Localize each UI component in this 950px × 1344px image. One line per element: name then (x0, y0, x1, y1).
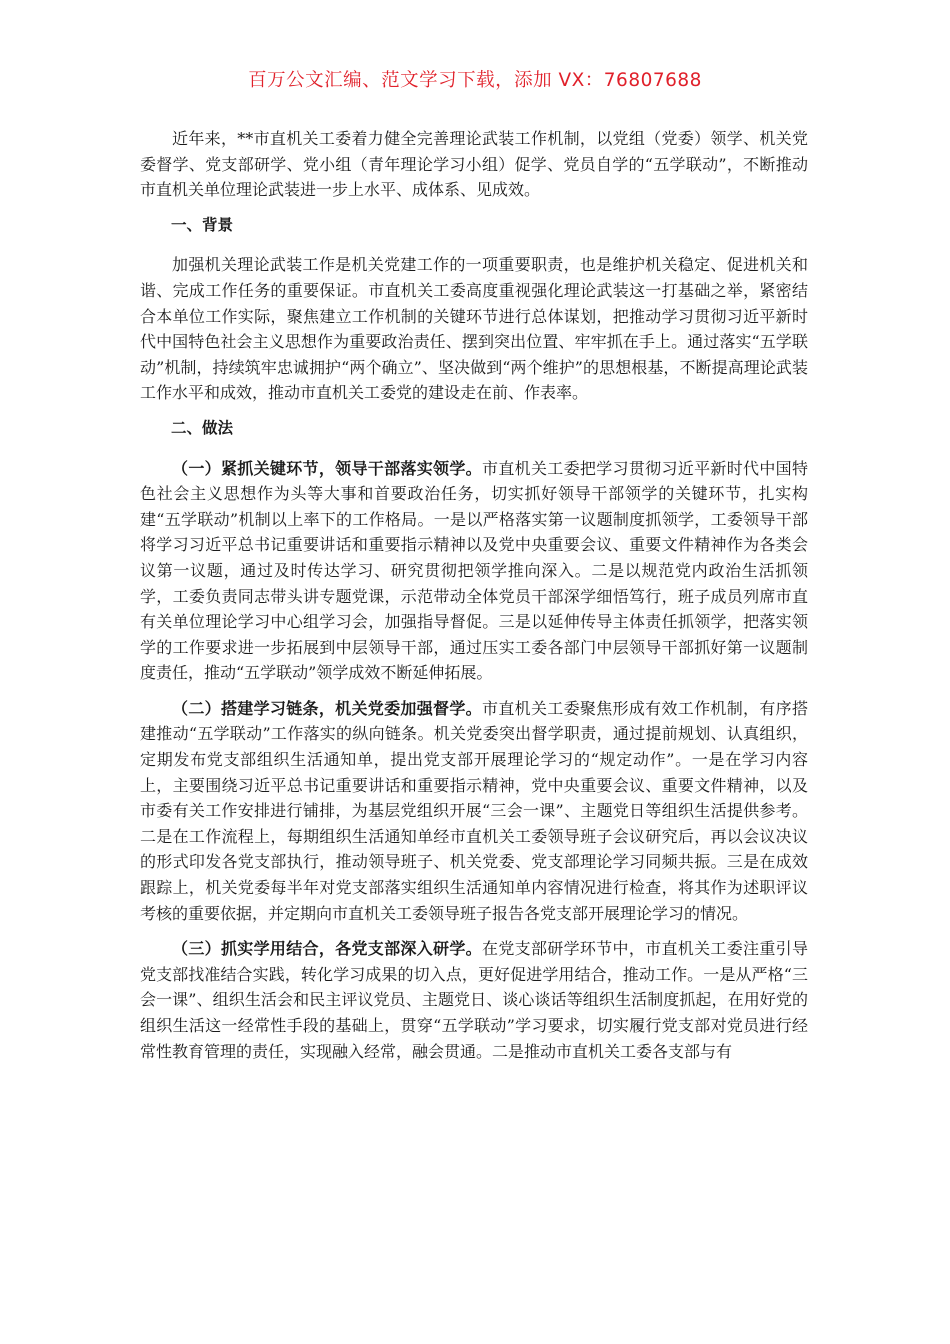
practice-lead-2: （二）搭建学习链条，机关党委加强督学。 (172, 698, 482, 718)
practice-text-3: 在党支部研学环节中，市直机关工委注重引导党支部找准结合实践，转化学习成果的切入点，更好促进学用结合，推动工作。一是从严格“三会一课”、组织生活会和民主评议党员、主题党日、谈心谈话等组织生活制度抓起，在用好党的组织生活这一经常性手段的基础上，贯穿“五学联动”学习要求，切实履行党支部对党员进行经常性教育管理的责任，实现融入经常，融会贯通。二是推动市直机关工委各支部与有 (140, 939, 808, 1061)
section-heading-background: 一、背景 (171, 215, 234, 234)
practice-text-1: 市直机关工委把学习贯彻习近平新时代中国特色社会主义思想作为头等大事和首要政治任务，切实抓好领导干部领学的关键环节，扎实构建“五学联动”机制以上率下的工作格局。一是以严格落实第一议题制度抓领学，工委领导干部将学习习近平总书记重要讲话和重要指示精神以及党中央重要会议、重要文件精神作为各类会议第一议题，通过及时传达学习、研究贯彻把领学推向深入。二是以规范党内政治生活抓领学，工委负责同志带头讲专题党课，示范带动全体党员干部深学细悟笃行，班子成员列席市直有关单位理论学习中心组学习会，加强指导督促。三是以延伸传导主体责任抓领学，把落实领学的工作要求进一步拓展到中层领导干部，通过压实工委各部门中层领导干部抓好第一议题制度责任，推动“五学联动”领学成效不断延伸拓展。 (140, 458, 808, 683)
practice-paragraph-1 (140, 456, 808, 686)
practice-lead-1: （一）紧抓关键环节，领导干部落实领学。 (172, 458, 482, 478)
section-heading-practices: 二、做法 (171, 418, 234, 437)
intro-paragraph: 近年来，**市直机关工委着力健全完善理论武装工作机制，以党组（党委）领学、机关党委督学、党支部研学、党小组（青年理论学习小组）促学、党员自学的“五学联动”，不断推动市直机关单位理论武装进一步上水平、成体系、见成效。 (140, 129, 808, 200)
practice-lead-3: （三）抓实学用结合，各党支部深入研学。 (172, 939, 482, 959)
practice-text-2: 市直机关工委聚焦形成有效工作机制，有序搭建推动“五学联动”工作落实的纵向链条。机关党委突出督学职责，通过提前规划、认真组织，定期发布党支部组织生活通知单，提出党支部开展理论学习的“规定动作”。一是在学习内容上，主要围绕习近平总书记重要讲话和重要指示精神，党中央重要会议、重要文件精神，以及市委有关工作安排进行铺排，为基层党组织开展“三会一课”、主题党日等组织生活提供参考。二是在工作流程上，每期组织生活通知单经市直机关工委领导班子会议研究后，再以会议决议的形式印发各党支部执行，推动领导班子、机关党委、党支部理论学习同频共振。三是在成效跟踪上，机关党委每半年对党支部落实组织生活通知单内容情况进行检查，将其作为述职评议考核的重要依据，并定期向市直机关工委领导班子报告各党支部开展理论学习的情况。 (140, 698, 808, 923)
background-paragraph: 加强机关理论武装工作是机关党建工作的一项重要职责，也是维护机关稳定、促进机关和谐、完成工作任务的重要保证。市直机关工委高度重视强化理论武装这一打基础之举，紧密结合本单位工作实际，聚焦建立工作机制的关键环节进行总体谋划，把推动学习贯彻习近平新时代中国特色社会主义思想作为重要政治责任、摆到突出位置、牢牢抓在手上。通过落实“五学联动”机制，持续筑牢忠诚拥护“两个确立”、坚决做到“两个维护”的思想根基，不断提高理论武装工作水平和成效，推动市直机关工委党的建设走在前、作表率。 (140, 255, 808, 403)
practice-paragraph-2 (140, 696, 808, 926)
practice-paragraph-3 (140, 936, 808, 1064)
document-body (140, 126, 808, 1074)
promo-banner: 百万公文汇编、范文学习下载，添加 VX：76807688 (248, 70, 702, 91)
